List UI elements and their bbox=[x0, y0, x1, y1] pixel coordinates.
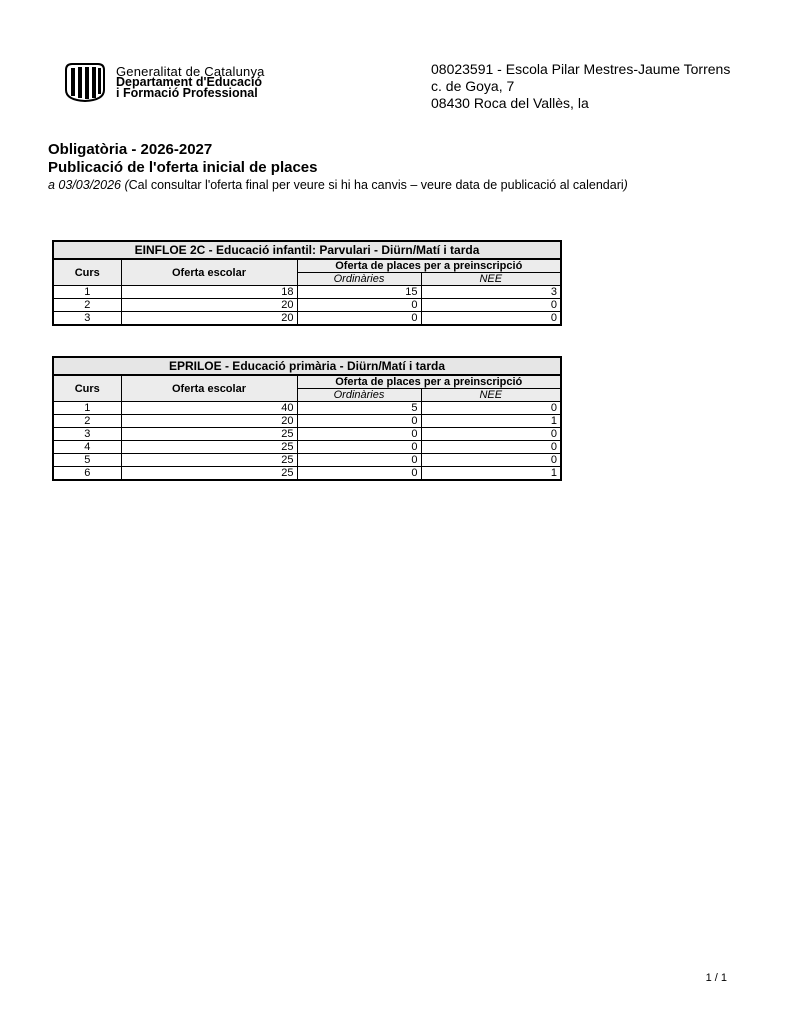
table-row bbox=[53, 467, 561, 481]
logo-line-1: Generalitat de Catalunya bbox=[116, 63, 265, 79]
cell-ordinaries: 0 bbox=[297, 454, 421, 467]
cell-nee: 0 bbox=[421, 402, 561, 415]
document-heading bbox=[48, 141, 628, 193]
cell-ordinaries: 0 bbox=[297, 299, 421, 312]
cell-oferta: 18 bbox=[121, 286, 297, 299]
cell-nee: 0 bbox=[421, 441, 561, 454]
col-header-curs: Curs bbox=[53, 375, 121, 402]
cell-curs: 3 bbox=[53, 312, 121, 326]
offer-table-infantil bbox=[52, 240, 562, 326]
cell-curs: 1 bbox=[53, 286, 121, 299]
col-header-ordinaries: Ordinàries bbox=[297, 389, 421, 402]
cell-oferta: 25 bbox=[121, 441, 297, 454]
generalitat-logo bbox=[64, 62, 265, 102]
cell-ordinaries: 0 bbox=[297, 312, 421, 326]
publication-note-close: ) bbox=[623, 178, 628, 192]
publication-date: a 03/03/2026 ( bbox=[48, 178, 129, 192]
cell-ordinaries: 0 bbox=[297, 428, 421, 441]
publication-note-text: Cal consultar l'oferta final per veure si hi ha canvis – veure data de publicació al calendari bbox=[128, 178, 624, 192]
cell-ordinaries: 0 bbox=[297, 415, 421, 428]
table-row bbox=[53, 312, 561, 326]
cell-curs: 2 bbox=[53, 299, 121, 312]
col-header-nee: NEE bbox=[421, 389, 561, 402]
table-row bbox=[53, 402, 561, 415]
cell-ordinaries: 0 bbox=[297, 441, 421, 454]
cell-oferta: 40 bbox=[121, 402, 297, 415]
table-row bbox=[53, 454, 561, 467]
cell-curs: 1 bbox=[53, 402, 121, 415]
school-street: c. de Goya, 7 bbox=[431, 78, 515, 94]
cell-nee: 3 bbox=[421, 286, 561, 299]
table-title: EPRILOE - Educació primària - Diürn/Matí i tarda bbox=[53, 357, 561, 375]
cell-oferta: 20 bbox=[121, 312, 297, 326]
cell-curs: 4 bbox=[53, 441, 121, 454]
senyera-logo-icon bbox=[64, 62, 106, 102]
page-number: 1 / 1 bbox=[705, 972, 727, 984]
cell-oferta: 25 bbox=[121, 428, 297, 441]
logo-line-3: i Formació Professional bbox=[116, 85, 258, 100]
cell-oferta: 25 bbox=[121, 454, 297, 467]
cell-nee: 0 bbox=[421, 454, 561, 467]
cell-ordinaries: 5 bbox=[297, 402, 421, 415]
table-row bbox=[53, 299, 561, 312]
cell-nee: 0 bbox=[421, 428, 561, 441]
col-header-places: Oferta de places per a preinscripció bbox=[297, 259, 561, 273]
table-title: EINFLOE 2C - Educació infantil: Parvulari - Diürn/Matí i tarda bbox=[53, 241, 561, 259]
cell-curs: 2 bbox=[53, 415, 121, 428]
cell-ordinaries: 15 bbox=[297, 286, 421, 299]
cell-nee: 0 bbox=[421, 299, 561, 312]
cell-oferta: 20 bbox=[121, 299, 297, 312]
publication-note bbox=[48, 177, 628, 193]
cell-curs: 3 bbox=[53, 428, 121, 441]
col-header-oferta: Oferta escolar bbox=[121, 259, 297, 286]
table-row bbox=[53, 441, 561, 454]
cell-nee: 1 bbox=[421, 415, 561, 428]
cell-nee: 1 bbox=[421, 467, 561, 481]
cell-oferta: 25 bbox=[121, 467, 297, 481]
cell-curs: 6 bbox=[53, 467, 121, 481]
cell-nee: 0 bbox=[421, 312, 561, 326]
logo-line-2: Departament d'Educació bbox=[116, 74, 263, 89]
table-row bbox=[53, 286, 561, 299]
col-header-curs: Curs bbox=[53, 259, 121, 286]
document-title: Obligatòria - 2026-2027 bbox=[48, 141, 213, 158]
cell-oferta: 20 bbox=[121, 415, 297, 428]
school-name: 08023591 - Escola Pilar Mestres-Jaume Torrens bbox=[431, 61, 731, 77]
document-subtitle: Publicació de l'oferta inicial de places bbox=[48, 159, 318, 176]
col-header-places: Oferta de places per a preinscripció bbox=[297, 375, 561, 389]
school-address bbox=[431, 61, 730, 112]
offer-table-primaria bbox=[52, 356, 562, 481]
col-header-nee: NEE bbox=[421, 273, 561, 286]
cell-ordinaries: 0 bbox=[297, 467, 421, 481]
table-row bbox=[53, 415, 561, 428]
table-row bbox=[53, 428, 561, 441]
col-header-oferta: Oferta escolar bbox=[121, 375, 297, 402]
cell-curs: 5 bbox=[53, 454, 121, 467]
school-city: 08430 Roca del Vallès, la bbox=[431, 95, 589, 111]
col-header-ordinaries: Ordinàries bbox=[297, 273, 421, 286]
